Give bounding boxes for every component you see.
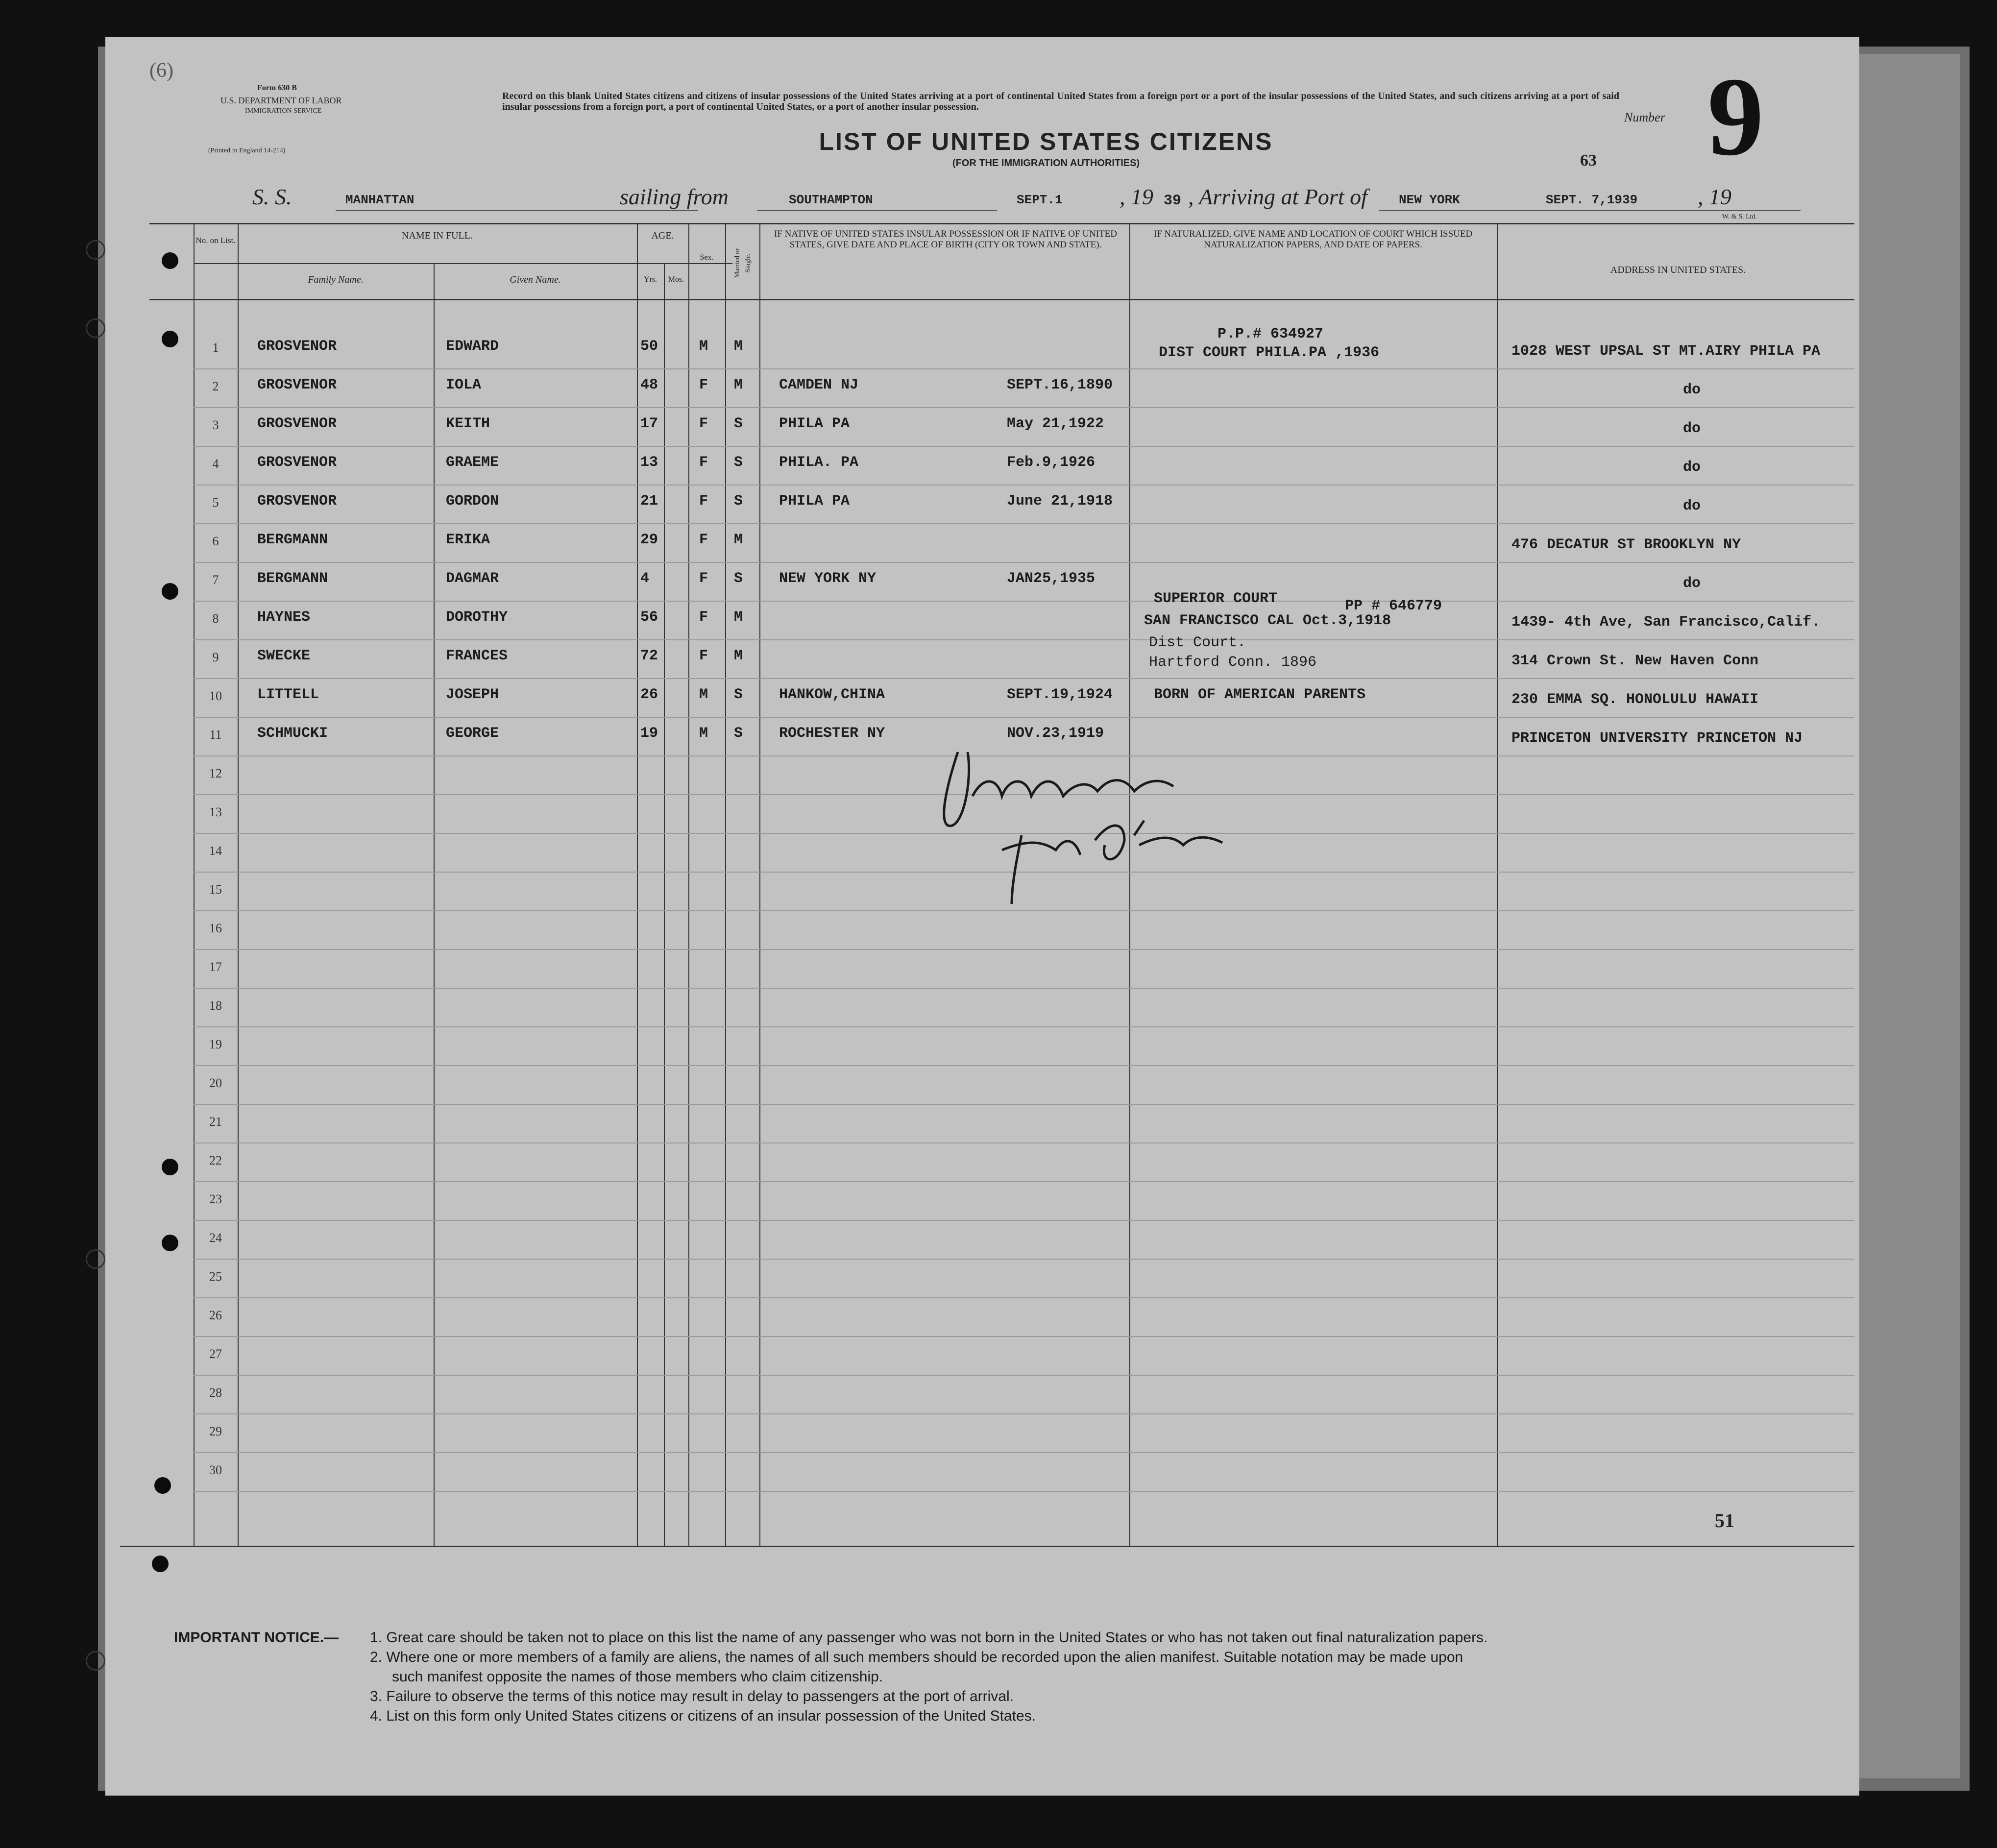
row-rule bbox=[194, 368, 1854, 369]
age: 21 bbox=[640, 493, 658, 510]
row-number: 9 bbox=[212, 650, 219, 664]
row-number: 28 bbox=[209, 1386, 222, 1400]
given-name: GORDON bbox=[446, 493, 499, 510]
given-name: IOLA bbox=[446, 377, 482, 393]
family-name: GROSVENOR bbox=[257, 493, 337, 510]
header-name: NAME IN FULL. bbox=[402, 230, 473, 241]
row-number: 19 bbox=[209, 1037, 222, 1051]
marital-status: S bbox=[734, 725, 743, 742]
nat-court-3: Dist Court. bbox=[1149, 634, 1246, 651]
nat-pp-1: P.P.# 634927 bbox=[1218, 326, 1324, 342]
row-rule bbox=[194, 562, 1854, 563]
punch-hole bbox=[162, 1159, 178, 1175]
row-number: 18 bbox=[209, 998, 222, 1013]
nat-pp-2: PP # 646779 bbox=[1345, 598, 1442, 614]
row-number: 17 bbox=[209, 960, 222, 974]
address: PRINCETON UNIVERSITY PRINCETON NJ bbox=[1511, 730, 1803, 747]
row-rule bbox=[194, 1336, 1854, 1337]
row-rule bbox=[194, 988, 1854, 989]
notice-item-1: 1. Great care should be taken not to place on this list the name of any passenger who was not born in the United States or who has not taken out final naturalization papers. bbox=[370, 1629, 1488, 1646]
row-number: 7 bbox=[212, 573, 219, 587]
family-name: LITTELL bbox=[257, 686, 319, 703]
row-rule bbox=[194, 1491, 1854, 1492]
row-number: 26 bbox=[209, 1308, 222, 1322]
year-suffix: 39 bbox=[1164, 193, 1182, 209]
punch-hole bbox=[162, 1235, 178, 1251]
department: U.S. DEPARTMENT OF LABOR bbox=[220, 96, 342, 105]
header-mos: Mos. bbox=[668, 275, 684, 284]
family-name: GROSVENOR bbox=[257, 454, 337, 471]
row-rule bbox=[194, 1065, 1854, 1066]
marital-status: S bbox=[734, 686, 743, 703]
age: 72 bbox=[640, 648, 658, 664]
stamp-number: 63 bbox=[1580, 151, 1597, 170]
birth-date: May 21,1922 bbox=[1007, 415, 1104, 432]
given-name: GRAEME bbox=[446, 454, 499, 471]
header-age: AGE. bbox=[651, 230, 674, 241]
family-name: BERGMANN bbox=[257, 532, 328, 548]
row-number: 2 bbox=[212, 379, 219, 393]
age: 17 bbox=[640, 415, 658, 432]
header-married: Married or Single. bbox=[733, 248, 752, 278]
ss-label: S. S. bbox=[252, 184, 292, 209]
address: do bbox=[1683, 459, 1701, 476]
sex: M bbox=[699, 725, 708, 742]
birth-place: NEW YORK NY bbox=[779, 570, 877, 587]
birth-date: NOV.23,1919 bbox=[1007, 725, 1104, 742]
punch-hole bbox=[154, 1477, 171, 1494]
row-number: 29 bbox=[209, 1424, 222, 1438]
birth-place: PHILA PA bbox=[779, 493, 850, 510]
given-name: DOROTHY bbox=[446, 609, 508, 626]
port-to: NEW YORK bbox=[1399, 193, 1460, 207]
binder-ring bbox=[86, 318, 105, 338]
birth-date: SEPT.16,1890 bbox=[1007, 377, 1113, 393]
sex: M bbox=[699, 686, 708, 703]
given-name: GEORGE bbox=[446, 725, 499, 742]
address: 476 DECATUR ST BROOKLYN NY bbox=[1511, 536, 1741, 553]
age: 48 bbox=[640, 377, 658, 393]
row-rule bbox=[194, 1259, 1854, 1260]
page-number: 51 bbox=[1715, 1509, 1734, 1532]
address: 230 EMMA SQ. HONOLULU HAWAII bbox=[1511, 691, 1759, 708]
marital-status: M bbox=[734, 377, 743, 393]
row-number: 30 bbox=[209, 1463, 222, 1477]
row-rule bbox=[194, 485, 1854, 486]
address: 1028 WEST UPSAL ST MT.AIRY PHILA PA bbox=[1511, 343, 1821, 360]
row-rule bbox=[194, 601, 1854, 602]
nat-court-3-location: Hartford Conn. 1896 bbox=[1149, 654, 1317, 671]
service: IMMIGRATION SERVICE bbox=[245, 107, 322, 115]
form-instructions: Record on this blank United States citizens and citizens of insular possessions of the United States arriving at a port of continental United States from a foreign port or a port of the insular possessions of the United States, and such citizens arriving at a port of said insular possessions from a foreign port, a port of continental United States, or a port of another insular possession. bbox=[502, 91, 1619, 112]
address: do bbox=[1683, 420, 1701, 437]
header-naturalized: IF NATURALIZED, GIVE NAME AND LOCATION OF COURT WHICH ISSUED NATURALIZATION PAPERS, AND DATE OF PAPERS. bbox=[1153, 229, 1473, 250]
header-family: Family Name. bbox=[308, 274, 364, 285]
family-name: HAYNES bbox=[257, 609, 311, 626]
birth-place: ROCHESTER NY bbox=[779, 725, 885, 742]
year-prefix-2: , 19 bbox=[1698, 184, 1731, 209]
birth-place: HANKOW,CHINA bbox=[779, 686, 885, 703]
manifest-page bbox=[105, 37, 1859, 1796]
header-no: No. on List. bbox=[195, 236, 236, 245]
row-rule bbox=[194, 1375, 1854, 1376]
row-number: 21 bbox=[209, 1115, 222, 1129]
row-rule bbox=[194, 1297, 1854, 1298]
date-from: SEPT.1 bbox=[1017, 193, 1063, 207]
form-number: Form 630 B bbox=[257, 84, 297, 92]
given-name: ERIKA bbox=[446, 532, 490, 548]
family-name: SWECKE bbox=[257, 648, 311, 664]
number-label: Number bbox=[1624, 110, 1665, 124]
given-name: FRANCES bbox=[446, 648, 508, 664]
row-rule bbox=[194, 1413, 1854, 1414]
notice-item-4: 4. List on this form only United States citizens or citizens of an insular possession of the United States. bbox=[370, 1708, 1036, 1724]
nat-court-1: DIST COURT PHILA.PA ,1936 bbox=[1159, 344, 1380, 361]
row-number: 15 bbox=[209, 882, 222, 897]
row-number: 10 bbox=[209, 689, 222, 703]
printed-note: (Printed in England 14-214) bbox=[208, 147, 286, 154]
marital-status: M bbox=[734, 609, 743, 626]
row-number: 27 bbox=[209, 1347, 222, 1361]
row-number: 25 bbox=[209, 1269, 222, 1284]
given-name: JOSEPH bbox=[446, 686, 499, 703]
corner-mark: (6) bbox=[149, 59, 173, 82]
marital-status: S bbox=[734, 415, 743, 432]
ship-name: MANHATTAN bbox=[345, 193, 414, 207]
row-number: 6 bbox=[212, 534, 219, 548]
birth-date: JAN25,1935 bbox=[1007, 570, 1096, 587]
row-rule bbox=[194, 407, 1854, 408]
family-name: GROSVENOR bbox=[257, 338, 337, 355]
age: 29 bbox=[640, 532, 658, 548]
address: 314 Crown St. New Haven Conn bbox=[1511, 653, 1759, 669]
family-name: GROSVENOR bbox=[257, 415, 337, 432]
row-number: 12 bbox=[209, 766, 222, 780]
header-address: ADDRESS IN UNITED STATES. bbox=[1610, 265, 1746, 275]
age: 19 bbox=[640, 725, 658, 742]
date-to: SEPT. 7,1939 bbox=[1546, 193, 1638, 207]
row-number: 4 bbox=[212, 457, 219, 471]
header-given: Given Name. bbox=[510, 274, 561, 285]
row-rule bbox=[194, 1026, 1854, 1027]
birth-date: Feb.9,1926 bbox=[1007, 454, 1096, 471]
arriving-label: , Arriving at Port of bbox=[1188, 184, 1367, 209]
address: do bbox=[1683, 575, 1701, 592]
row-number: 22 bbox=[209, 1153, 222, 1167]
birth-date: SEPT.19,1924 bbox=[1007, 686, 1113, 703]
year-prefix: , 19 bbox=[1120, 184, 1153, 209]
marital-status: M bbox=[734, 532, 743, 548]
row-number: 1 bbox=[212, 340, 219, 355]
binder-ring bbox=[86, 1249, 105, 1269]
sailing-label: sailing from bbox=[620, 184, 729, 209]
notice-item-2: 2. Where one or more members of a family are aliens, the names of all such members should be recorded upon the alien manifest. Suitable notation may be made upon bbox=[370, 1649, 1463, 1665]
row-number: 11 bbox=[209, 728, 222, 742]
row-rule bbox=[194, 446, 1854, 447]
age: 56 bbox=[640, 609, 658, 626]
header-sex: Sex. bbox=[700, 253, 714, 262]
row-rule bbox=[194, 639, 1854, 640]
row-number: 14 bbox=[209, 844, 222, 858]
row-number: 23 bbox=[209, 1192, 222, 1206]
sex: F bbox=[699, 648, 708, 664]
sex: F bbox=[699, 609, 708, 626]
notice-item-2-cont: such manifest opposite the names of those members who claim citizenship. bbox=[392, 1669, 883, 1685]
header-native: IF NATIVE OF UNITED STATES INSULAR POSSESSION OR IF NATIVE OF UNITED STATES, GIVE DATE AND PLACE OF BIRTH (CITY OR TOWN AND STATE). bbox=[774, 229, 1117, 250]
port-from: SOUTHAMPTON bbox=[789, 193, 873, 207]
family-name: SCHMUCKI bbox=[257, 725, 328, 742]
sex: F bbox=[699, 532, 708, 548]
birth-place: PHILA. PA bbox=[779, 454, 859, 471]
nat-court-2-location: SAN FRANCISCO CAL Oct.3,1918 bbox=[1144, 612, 1391, 629]
row-rule bbox=[194, 949, 1854, 950]
birth-date: June 21,1918 bbox=[1007, 493, 1113, 510]
row-rule bbox=[194, 1452, 1854, 1453]
family-name: GROSVENOR bbox=[257, 377, 337, 393]
notice-item-3: 3. Failure to observe the terms of this notice may result in delay to passengers at the port of arrival. bbox=[370, 1688, 1014, 1704]
row-rule bbox=[194, 678, 1854, 679]
sex: M bbox=[699, 338, 708, 355]
row-number: 13 bbox=[209, 805, 222, 819]
given-name: KEITH bbox=[446, 415, 490, 432]
birth-place: CAMDEN NJ bbox=[779, 377, 859, 393]
page-backing-edge bbox=[1842, 54, 1960, 1778]
row-rule bbox=[194, 523, 1854, 524]
notice-label: IMPORTANT NOTICE.— bbox=[174, 1629, 339, 1646]
header-yrs: Yrs. bbox=[643, 275, 658, 284]
age: 50 bbox=[640, 338, 658, 355]
given-name: EDWARD bbox=[446, 338, 499, 355]
age: 13 bbox=[640, 454, 658, 471]
marital-status: S bbox=[734, 454, 743, 471]
nat-court-2: SUPERIOR COURT bbox=[1154, 590, 1278, 607]
page-title: LIST OF UNITED STATES CITIZENS bbox=[819, 128, 1273, 155]
row-rule bbox=[194, 717, 1854, 718]
row-number: 16 bbox=[209, 921, 222, 935]
row-number: 8 bbox=[212, 611, 219, 626]
sex: F bbox=[699, 415, 708, 432]
family-name: BERGMANN bbox=[257, 570, 328, 587]
punch-hole bbox=[162, 331, 178, 347]
sex: F bbox=[699, 493, 708, 510]
binder-ring bbox=[86, 1651, 105, 1671]
address: do bbox=[1683, 498, 1701, 514]
address: 1439- 4th Ave, San Francisco,Calif. bbox=[1511, 614, 1821, 631]
printer-mark: W. & S. Ltd. bbox=[1722, 213, 1757, 220]
punch-hole bbox=[152, 1556, 169, 1572]
row-rule bbox=[194, 1181, 1854, 1182]
age: 26 bbox=[640, 686, 658, 703]
sex: F bbox=[699, 377, 708, 393]
row-number: 5 bbox=[212, 495, 219, 510]
address: do bbox=[1683, 382, 1701, 398]
binder-ring bbox=[86, 240, 105, 260]
age: 4 bbox=[640, 570, 650, 587]
row-rule bbox=[194, 1104, 1854, 1105]
sex: F bbox=[699, 454, 708, 471]
marital-status: M bbox=[734, 338, 743, 355]
marital-status: S bbox=[734, 570, 743, 587]
birth-place: PHILA PA bbox=[779, 415, 850, 432]
punch-hole bbox=[162, 583, 178, 600]
marital-status: S bbox=[734, 493, 743, 510]
handwritten-signature bbox=[928, 723, 1330, 909]
marital-status: M bbox=[734, 648, 743, 664]
list-number: 9 bbox=[1707, 54, 1764, 179]
given-name: DAGMAR bbox=[446, 570, 499, 587]
punch-hole bbox=[162, 252, 178, 269]
sex: F bbox=[699, 570, 708, 587]
row-number: 20 bbox=[209, 1076, 222, 1090]
naturalization: BORN OF AMERICAN PARENTS bbox=[1154, 686, 1366, 703]
row-number: 3 bbox=[212, 418, 219, 432]
row-rule bbox=[194, 1220, 1854, 1221]
row-number: 24 bbox=[209, 1231, 222, 1245]
page-subtitle: (FOR THE IMMIGRATION AUTHORITIES) bbox=[952, 158, 1140, 169]
row-rule bbox=[194, 910, 1854, 911]
